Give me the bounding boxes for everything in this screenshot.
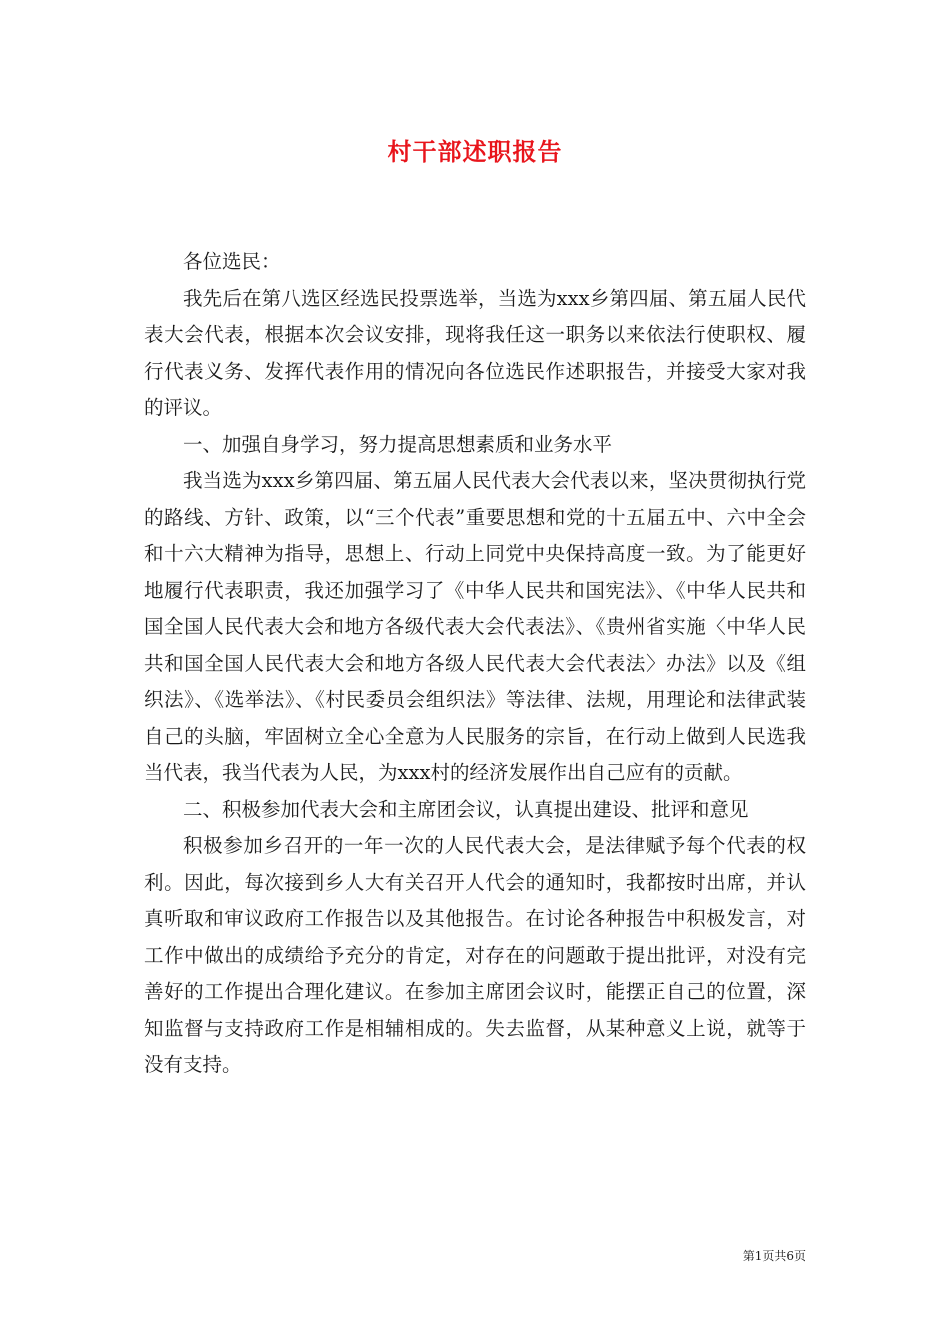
page-number-footer: 第1页共6页	[742, 1249, 806, 1263]
body-paragraph: 我先后在第八选区经选民投票选举，当选为xxx乡第四届、第五届人民代表大会代表，根据本次会议安排，现将我任这一职务以来依法行使职权、履行代表义务、发挥代表作用的情况向各位选民作述职报告，并接受大家对我的评议。	[144, 286, 806, 419]
body-paragraph: 积极参加乡召开的一年一次的人民代表大会，是法律赋予每个代表的权利。因此，每次接到乡人大有关召开人代会的通知时，我都按时出席，并认真听取和审议政府工作报告以及其他报告。在讨论各种报告中积极发言，对工作中做出的成绩给予充分的肯定，对存在的问题敢于提出批评，对没有完善好的工作提出合理化建议。在参加主席团会议时，能摆正自己的位置，深知监督与支持政府工作是相辅相成的。失去监督，从某种意义上说，就等于没有支持。	[144, 834, 806, 1076]
section-heading: 二、积极参加代表大会和主席团会议，认真提出建设、批评和意见	[183, 797, 749, 821]
greeting-paragraph: 各位选民：	[183, 250, 281, 273]
section-heading: 一、加强自身学习，努力提高思想素质和业务水平	[183, 432, 613, 456]
document-title: 村干部述职报告	[387, 137, 563, 166]
document-body	[144, 244, 806, 1084]
body-paragraph: 我当选为xxx乡第四届、第五届人民代表大会代表以来，坚决贯彻执行党的路线、方针、政策，以“三个代表”重要思想和党的十五届五中、六中全会和十六大精神为指导，思想上、行动上同党中央保持高度一致。为了能更好地履行代表职责，我还加强学习了《中华人民共和国宪法》、《中华人民共和国全国人民代表大会和地方各级代表大会代表法》、《贵州省实施〈中华人民共和国全国人民代表大会和地方各级人民代表大会代表法〉办法》以及《组织法》、《选举法》、《村民委员会组织法》等法律、法规，用理论和法律武装自己的头脑，牢固树立全心全意为人民服务的宗旨，在行动上做到人民选我当代表，我当代表为人民，为xxx村的经济发展作出自己应有的贡献。	[144, 469, 806, 784]
